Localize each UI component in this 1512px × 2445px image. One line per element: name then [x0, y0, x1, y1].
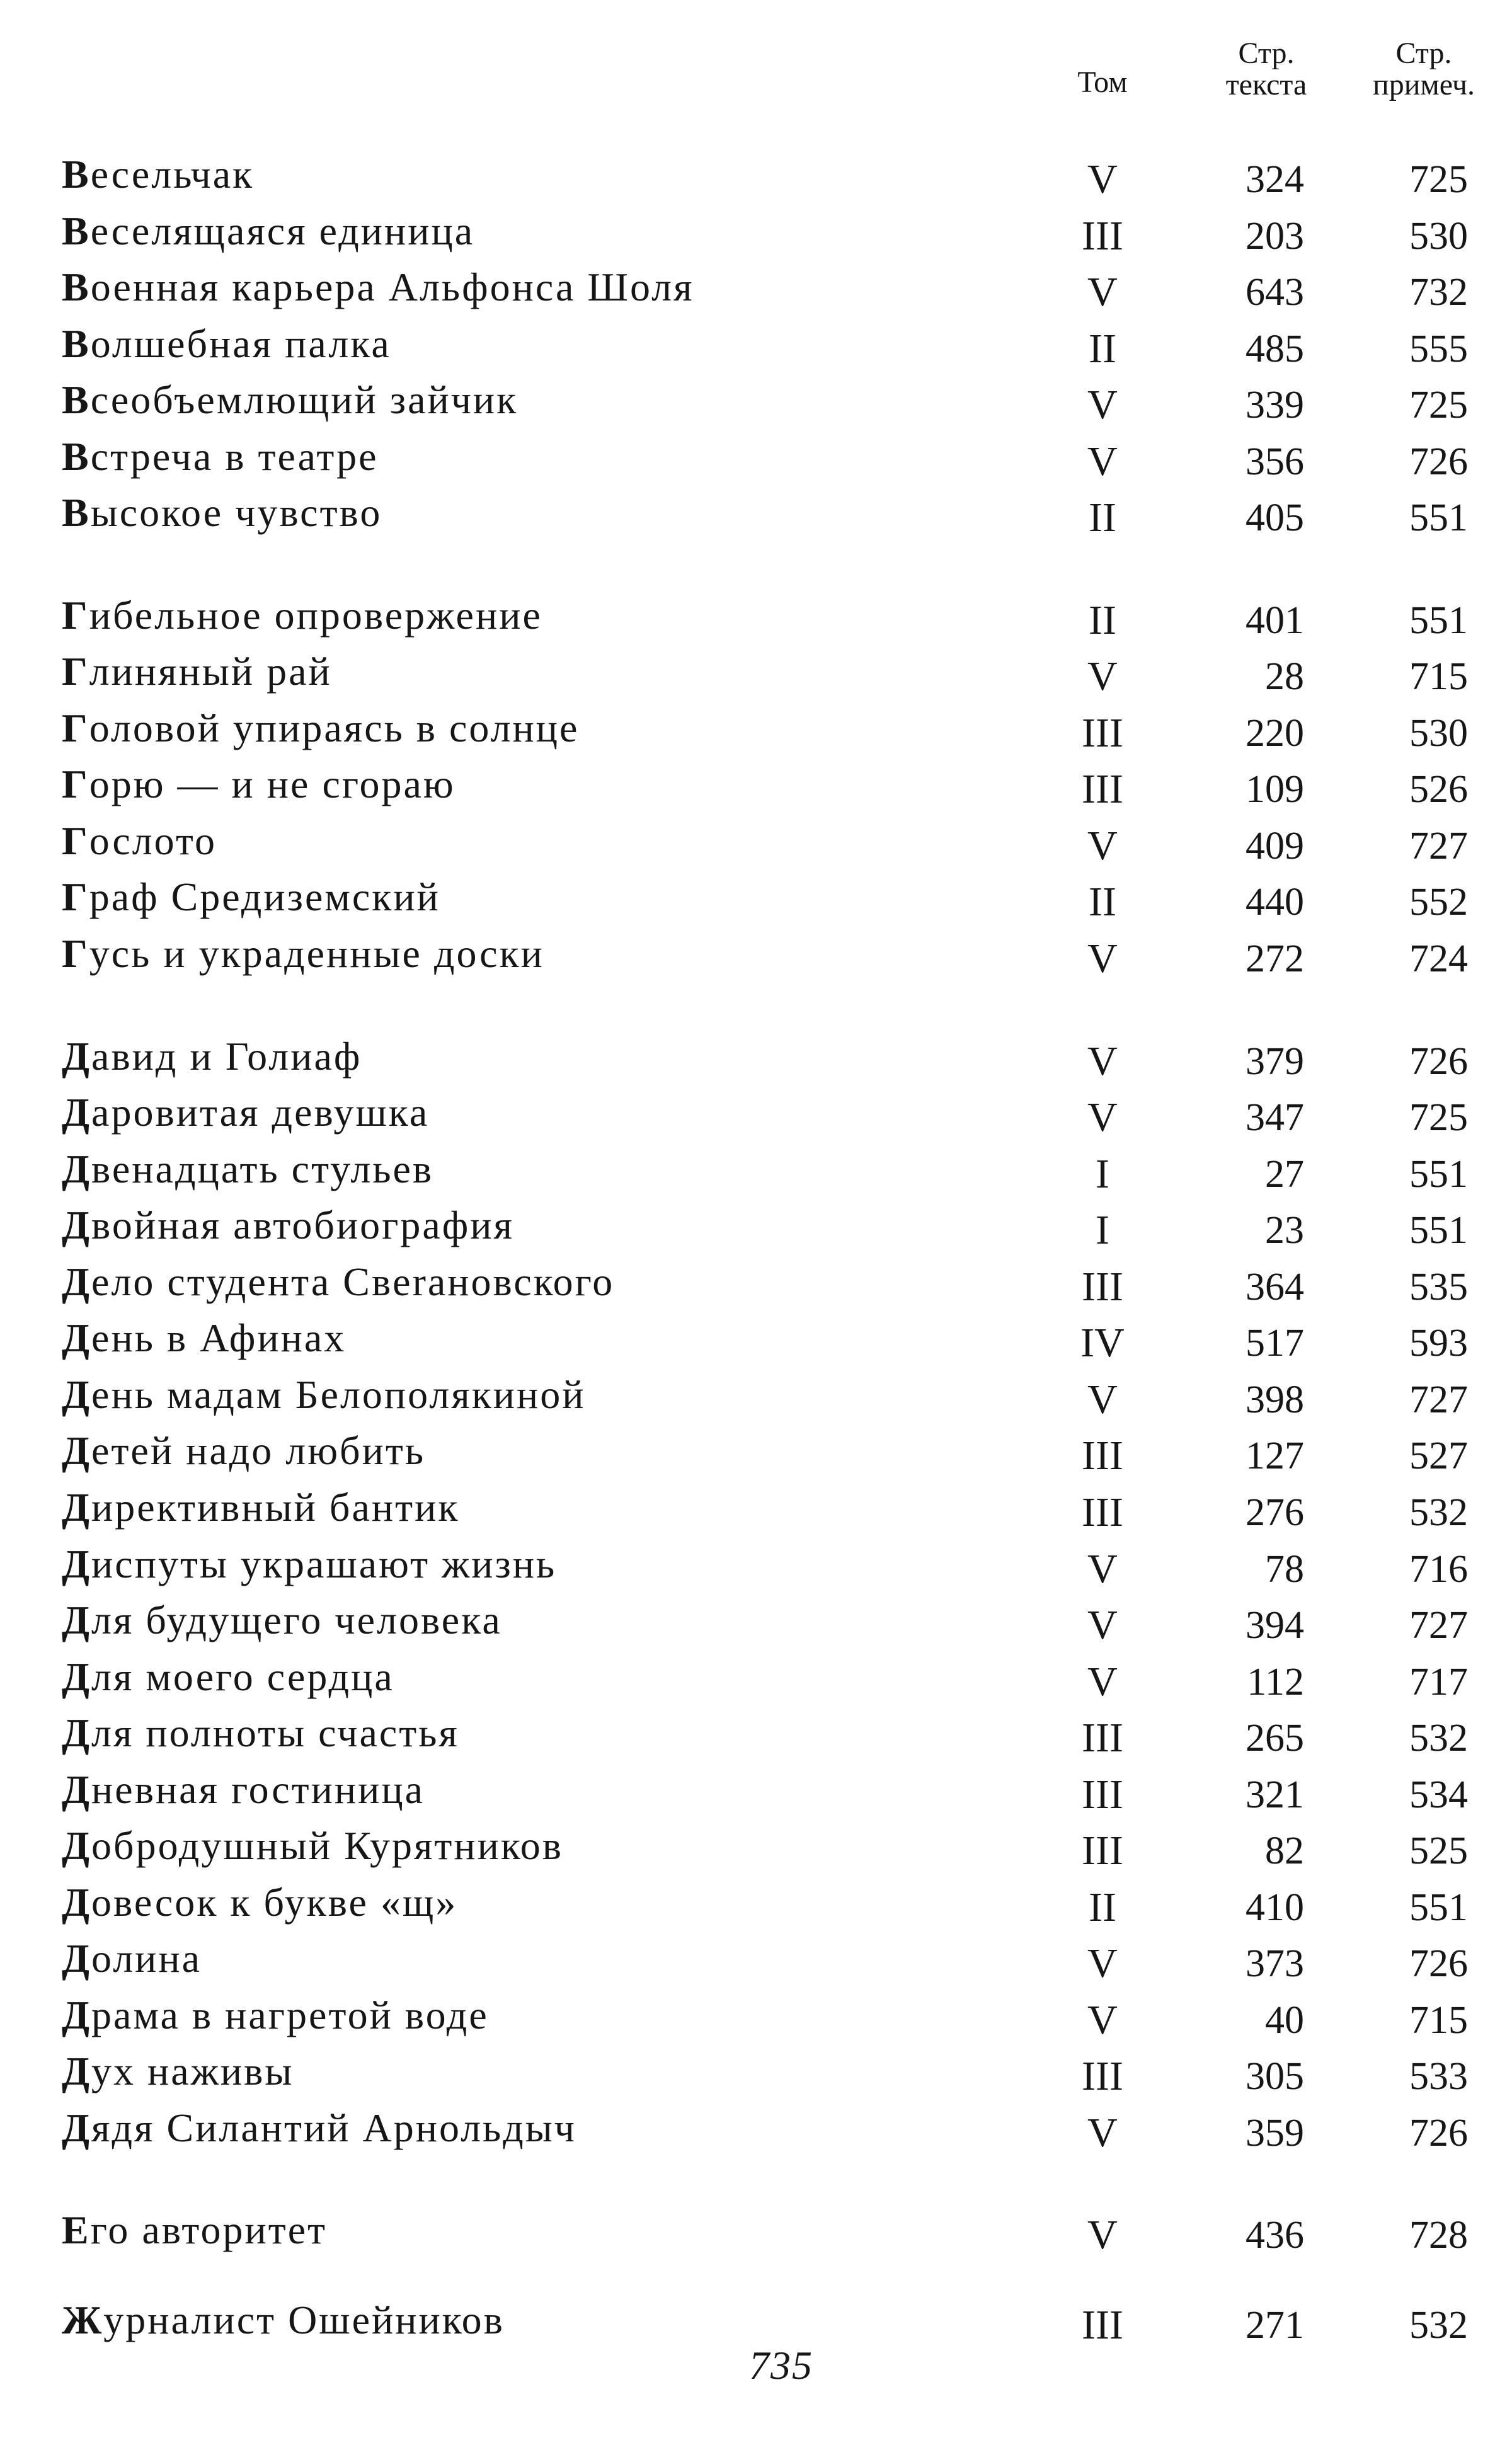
entry-text-page: 405 — [1246, 496, 1304, 539]
entry-volume: III — [1082, 1828, 1123, 1874]
page-number: 735 — [749, 2343, 813, 2388]
entry-text-page: 78 — [1265, 1548, 1304, 1591]
text-page-column-header — [1184, 38, 1348, 101]
entry-title: Добродушный Курятников — [62, 1823, 563, 1868]
entry-notes-page: 551 — [1409, 1209, 1468, 1252]
entry-text-page: 398 — [1246, 1378, 1304, 1421]
entry-text-page: 379 — [1246, 1040, 1304, 1083]
index-entry — [0, 490, 1512, 546]
entry-volume: III — [1082, 1715, 1123, 1761]
entry-title: Его авторитет — [62, 2207, 328, 2252]
index-entry — [0, 1654, 1512, 1710]
entry-volume: III — [1082, 1264, 1123, 1310]
entry-text-page: 643 — [1246, 271, 1304, 314]
entry-volume: V — [1087, 156, 1118, 202]
volume-column-header — [1033, 67, 1172, 98]
entry-title: Даровитая девушка — [62, 1090, 430, 1135]
entry-notes-page: 532 — [1409, 1491, 1468, 1534]
index-entry — [0, 648, 1512, 705]
entry-text-page: 356 — [1246, 440, 1304, 483]
index-entry — [0, 761, 1512, 818]
entry-volume: V — [1087, 1094, 1118, 1140]
entry-title: Дядя Силантий Арнольдыч — [62, 2105, 576, 2150]
entry-notes-page: 593 — [1409, 1322, 1468, 1365]
index-entry — [0, 1823, 1512, 1879]
entry-text-page: 440 — [1246, 881, 1304, 924]
entry-volume: V — [1087, 823, 1118, 869]
entry-text-page: 394 — [1246, 1604, 1304, 1647]
index-entry — [0, 1597, 1512, 1654]
entry-notes-page: 532 — [1409, 1717, 1468, 1760]
index-entry — [0, 433, 1512, 490]
entry-volume: V — [1087, 936, 1118, 982]
entry-text-page: 321 — [1246, 1773, 1304, 1816]
entry-volume: III — [1082, 2053, 1123, 2099]
entry-title: Веселящаяся единица — [62, 209, 475, 253]
entry-title: Для будущего человека — [62, 1598, 502, 1642]
entry-text-page: 401 — [1246, 599, 1304, 642]
entry-text-page: 27 — [1265, 1153, 1304, 1196]
entry-notes-page: 728 — [1409, 2214, 1468, 2257]
entry-notes-page: 551 — [1409, 1153, 1468, 1196]
entry-title: День в Афинах — [62, 1315, 346, 1360]
text-page-header-line-2: текста — [1225, 68, 1307, 101]
index-entry — [0, 930, 1512, 987]
entry-text-page: 436 — [1246, 2214, 1304, 2257]
entry-text-page: 265 — [1246, 1717, 1304, 1760]
index-entry — [0, 1202, 1512, 1259]
entry-volume: V — [1087, 2212, 1118, 2258]
entry-title: День мадам Белополякиной — [62, 1372, 586, 1417]
entry-notes-page: 527 — [1409, 1434, 1468, 1477]
entry-volume: III — [1082, 710, 1123, 756]
index-entry — [0, 264, 1512, 321]
notes-page-header-line-2: примеч. — [1373, 68, 1475, 101]
entry-title: Дух наживы — [62, 2049, 294, 2093]
entry-title: Для полноты счастья — [62, 1710, 459, 1755]
entry-title: Директивный бантик — [62, 1485, 460, 1530]
entry-volume: V — [1087, 1038, 1118, 1084]
entry-text-page: 203 — [1246, 215, 1304, 258]
entry-text-page: 517 — [1246, 1322, 1304, 1365]
entry-notes-page: 535 — [1409, 1266, 1468, 1308]
text-page-header-line-1: Стр. — [1238, 37, 1295, 70]
entry-title: Детей надо любить — [62, 1428, 425, 1473]
entry-notes-page: 551 — [1409, 1886, 1468, 1929]
entry-notes-page: 726 — [1409, 2112, 1468, 2155]
entry-text-page: 359 — [1246, 2112, 1304, 2155]
entry-volume: II — [1089, 1884, 1116, 1930]
entry-notes-page: 525 — [1409, 1829, 1468, 1872]
entry-text-page: 324 — [1246, 158, 1304, 201]
entry-text-page: 112 — [1247, 1661, 1304, 1703]
entry-text-page: 339 — [1246, 384, 1304, 427]
entry-notes-page: 727 — [1409, 1378, 1468, 1421]
entry-volume: III — [1082, 766, 1123, 812]
entry-notes-page: 726 — [1409, 1942, 1468, 1985]
entry-title: Драма в нагретой воде — [62, 1993, 489, 2037]
index-entry — [0, 1710, 1512, 1766]
entry-volume: V — [1087, 1377, 1118, 1423]
entry-title: Дело студента Свerановского — [62, 1259, 615, 1304]
entry-text-page: 410 — [1246, 1886, 1304, 1929]
entry-title: Глиняный рай — [62, 649, 332, 694]
entry-title: Всеобъемлющий зайчик — [62, 377, 518, 422]
entry-title: Встреча в театре — [62, 434, 379, 479]
index-entry — [0, 1992, 1512, 2049]
entry-notes-page: 725 — [1409, 384, 1468, 427]
entry-volume: II — [1089, 326, 1116, 372]
entry-volume: II — [1089, 879, 1116, 925]
entry-notes-page: 715 — [1409, 1999, 1468, 2042]
index-entry — [0, 2207, 1512, 2264]
entry-volume: III — [1082, 1772, 1123, 1818]
entry-title: Головой упираясь в солнце — [62, 706, 580, 750]
entry-notes-page: 725 — [1409, 158, 1468, 201]
entry-notes-page: 726 — [1409, 440, 1468, 483]
entry-volume: V — [1087, 653, 1118, 699]
entry-volume: V — [1087, 1602, 1118, 1648]
index-entry — [0, 1146, 1512, 1203]
index-entry — [0, 1935, 1512, 1992]
entry-title: Диспуты украшают жизнь — [62, 1542, 557, 1586]
index-entry — [0, 1541, 1512, 1598]
entry-volume: III — [1082, 1433, 1123, 1479]
entry-text-page: 485 — [1246, 328, 1304, 370]
entry-text-page: 127 — [1246, 1434, 1304, 1477]
entry-volume: V — [1087, 1997, 1118, 2043]
entry-volume: V — [1087, 2110, 1118, 2156]
entry-text-page: 40 — [1265, 1999, 1304, 2042]
notes-page-header-line-1: Стр. — [1395, 37, 1452, 70]
entry-volume: V — [1087, 382, 1118, 428]
entry-title: Граф Средиземский — [62, 874, 440, 919]
entry-notes-page: 716 — [1409, 1548, 1468, 1591]
entry-title: Двойная автобиография — [62, 1203, 514, 1247]
entry-title: Высокое чувство — [62, 490, 382, 535]
entry-notes-page: 552 — [1409, 881, 1468, 924]
entry-title: Дневная гостиница — [62, 1767, 425, 1812]
entry-title: Весельчак — [62, 152, 255, 197]
entry-notes-page: 530 — [1409, 215, 1468, 258]
entry-volume: III — [1082, 213, 1123, 259]
entry-volume: V — [1087, 1940, 1118, 1986]
entry-title: Гусь и украденные доски — [62, 931, 544, 976]
entry-text-page: 271 — [1246, 2304, 1304, 2347]
entry-notes-page: 724 — [1409, 937, 1468, 980]
entry-notes-page: 526 — [1409, 768, 1468, 811]
index-entry — [0, 2105, 1512, 2162]
entry-volume: V — [1087, 1546, 1118, 1592]
entry-notes-page: 732 — [1409, 271, 1468, 314]
entry-volume: II — [1089, 495, 1116, 541]
index-entry — [0, 2048, 1512, 2105]
entry-title: Гибельное опровержение — [62, 593, 542, 638]
volume-header-label: Том — [1077, 66, 1128, 99]
entry-volume: I — [1096, 1151, 1109, 1197]
entry-notes-page: 551 — [1409, 496, 1468, 539]
entry-text-page: 220 — [1246, 712, 1304, 755]
entry-title: Для моего сердца — [62, 1654, 394, 1699]
index-entry — [0, 208, 1512, 265]
entry-text-page: 109 — [1246, 768, 1304, 811]
entry-text-page: 409 — [1246, 825, 1304, 867]
entry-text-page: 276 — [1246, 1491, 1304, 1534]
entry-title: Довесок к букве «щ» — [62, 1880, 458, 1925]
column-header — [0, 38, 1512, 120]
index-entry — [0, 151, 1512, 208]
entry-notes-page: 551 — [1409, 599, 1468, 642]
index-entry — [0, 321, 1512, 377]
index-entry — [0, 705, 1512, 762]
entry-notes-page: 725 — [1409, 1096, 1468, 1139]
entry-text-page: 347 — [1246, 1096, 1304, 1139]
index-entry — [0, 1315, 1512, 1371]
entry-title: Гослото — [62, 818, 217, 863]
entry-text-page: 23 — [1265, 1209, 1304, 1252]
entry-text-page: 373 — [1246, 1942, 1304, 1985]
entry-text-page: 364 — [1246, 1266, 1304, 1308]
entry-text-page: 305 — [1246, 2055, 1304, 2098]
entry-volume: V — [1087, 1659, 1118, 1705]
entry-notes-page: 717 — [1409, 1661, 1468, 1703]
entry-title: Военная карьера Альфонса Шоля — [62, 265, 694, 309]
entry-notes-page: 715 — [1409, 655, 1468, 698]
index-entry — [0, 1484, 1512, 1541]
entry-title: Волшебная палка — [62, 321, 391, 366]
index-entry — [0, 1033, 1512, 1090]
entry-notes-page: 534 — [1409, 1773, 1468, 1816]
index-entry — [0, 1371, 1512, 1428]
entry-title: Горю — и не сгораю — [62, 762, 455, 806]
index-entry — [0, 1879, 1512, 1936]
entry-notes-page: 727 — [1409, 825, 1468, 867]
entry-volume: IV — [1080, 1320, 1125, 1366]
notes-page-column-header — [1342, 38, 1506, 101]
entry-volume: I — [1096, 1207, 1109, 1253]
entry-notes-page: 532 — [1409, 2304, 1468, 2347]
index-entry — [0, 874, 1512, 930]
entry-notes-page: 533 — [1409, 2055, 1468, 2098]
entry-notes-page: 726 — [1409, 1040, 1468, 1083]
entry-title: Двенадцать стульев — [62, 1147, 434, 1191]
entry-text-page: 28 — [1265, 655, 1304, 698]
index-entry — [0, 1766, 1512, 1823]
entry-volume: V — [1087, 269, 1118, 315]
index-entry — [0, 592, 1512, 649]
index-entry — [0, 1428, 1512, 1484]
entry-title: Давид и Голиаф — [62, 1034, 362, 1079]
entry-volume: III — [1082, 2302, 1123, 2348]
entry-volume: II — [1089, 597, 1116, 643]
index-entry — [0, 1089, 1512, 1146]
entry-text-page: 82 — [1265, 1829, 1304, 1872]
entry-volume: V — [1087, 438, 1118, 484]
entry-notes-page: 530 — [1409, 712, 1468, 755]
index-entry — [0, 818, 1512, 874]
entry-volume: III — [1082, 1489, 1123, 1535]
entry-notes-page: 727 — [1409, 1604, 1468, 1647]
entry-text-page: 272 — [1246, 937, 1304, 980]
index-entry — [0, 1259, 1512, 1315]
entry-title: Журналист Ошейников — [62, 2298, 505, 2342]
entry-title: Долина — [62, 1936, 202, 1981]
entry-notes-page: 555 — [1409, 328, 1468, 370]
index-entry — [0, 377, 1512, 433]
